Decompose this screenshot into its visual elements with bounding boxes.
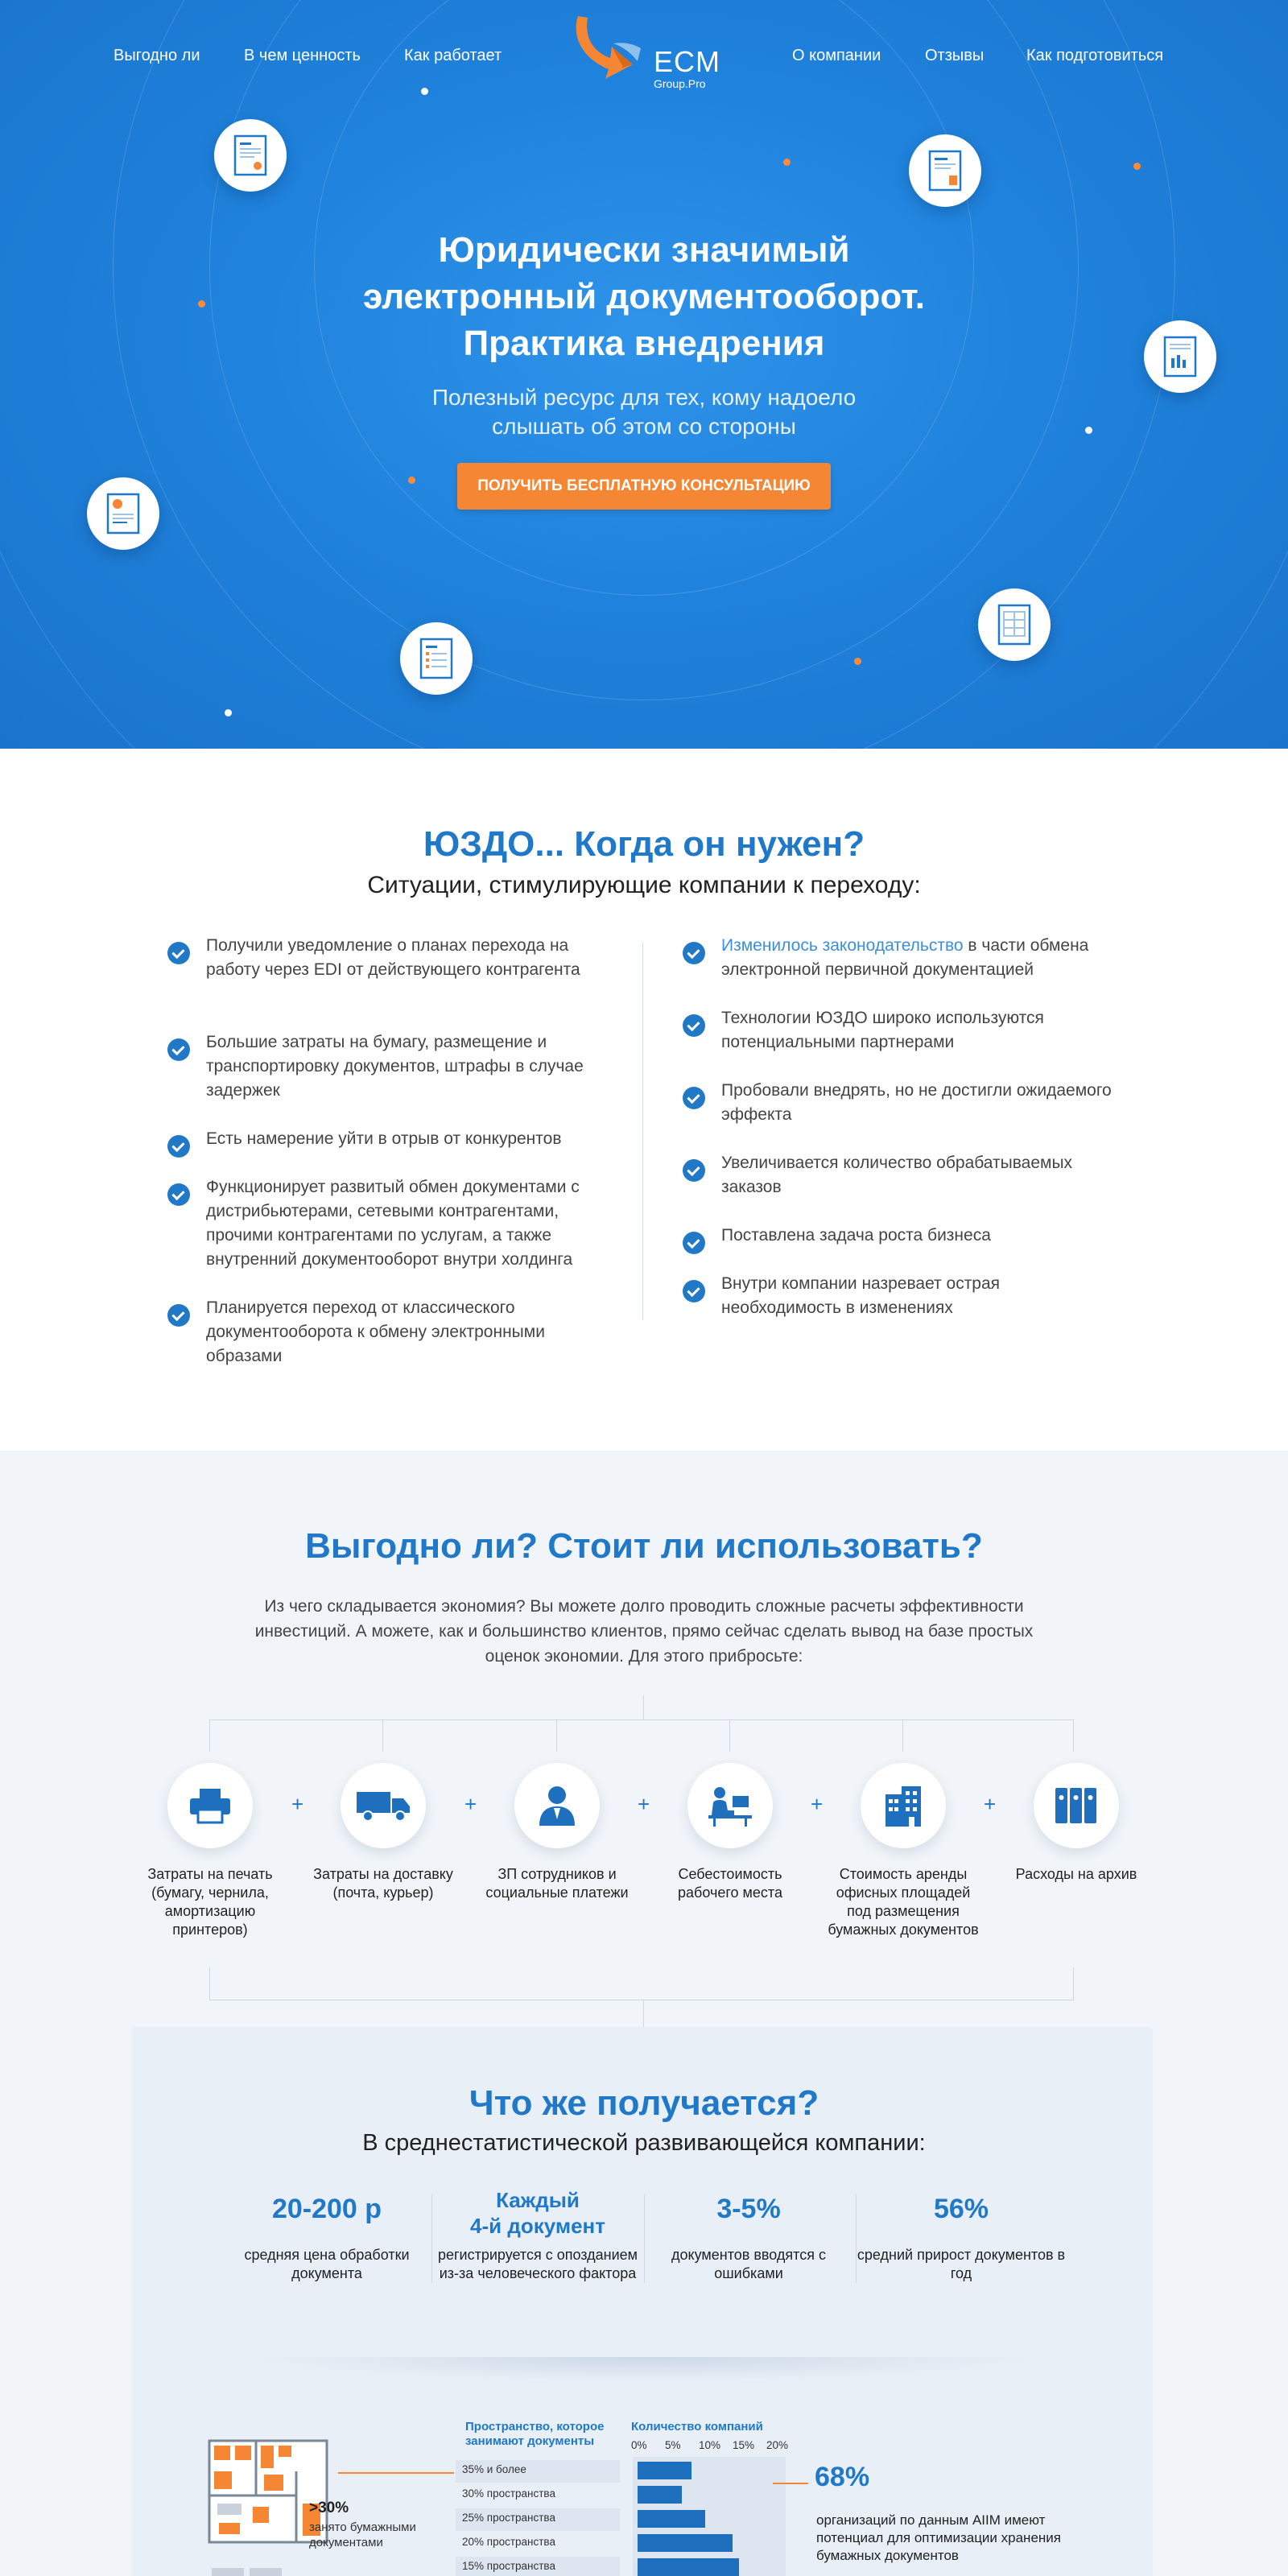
chart-header-companies: Количество компаний [631,2420,763,2434]
reason-text: Есть намерение уйти в отрыв от конкурентов [206,1129,562,1148]
table-document-icon [997,604,1032,646]
nav-link-reviews[interactable]: Отзывы [925,47,985,64]
when-needed-subtitle: Ситуации, стимулирующие компании к переходу: [367,872,921,898]
reason-text-rest: в части обмена электронной первичной документацией [721,936,1089,979]
document-bubble [87,477,159,550]
pie-chart-document-icon [105,493,141,535]
tree-connector [643,2000,644,2027]
document-bubble [214,119,287,192]
chart-header-space: Пространство, которое занимают документы [465,2420,605,2448]
tree-connector [1073,1967,1074,2000]
floorplan-legend-swatch [212,2568,244,2576]
check-icon [683,1232,705,1254]
reason-text: Технологии ЮЗДО широко используются потенциальными партнерами [721,1009,1044,1051]
stat-desc: средняя цена обработки документа [244,2247,410,2281]
hero-title-line: Практика внедрения [463,324,825,363]
tree-connector [902,1719,903,1752]
check-icon [167,1038,190,1061]
plus-sign: + [984,1792,997,1816]
stat-value-line: Каждый [496,2188,580,2212]
logo-subtext: Group.Pro [654,77,706,90]
hero-section [0,0,1288,749]
chart-row-label: 30% пространства [462,2487,555,2500]
plus-sign: + [811,1792,824,1816]
archive-binders-icon [1054,1786,1099,1825]
callout-line [338,2472,454,2474]
result-subtitle: В среднестатистической развивающейся компании: [362,2130,926,2156]
logo-arrow-icon [564,11,652,84]
nav-link-value[interactable]: В чем ценность [244,47,361,64]
cost-item-archive [1034,1763,1119,1848]
plus-sign: + [464,1792,477,1816]
callout-line [773,2483,808,2484]
section-shadow [242,2357,1046,2381]
hero-subtitle [322,383,966,441]
reason-text [721,934,1124,982]
orbit-ring [0,0,1288,749]
reason-text: Поставлена задача роста бизнеса [721,1226,991,1245]
tree-connector [209,1719,1074,1720]
tree-connector [209,1967,210,2000]
plus-sign: + [638,1792,650,1816]
tree-connector [209,1719,210,1752]
hero-subtitle-line: слышать об этом со стороны [492,414,796,439]
profit-title: Выгодно ли? Стоит ли использовать? [305,1526,983,1566]
stat-value: 3-5% [716,2194,781,2224]
tree-connector [382,1719,383,1752]
reason-text: Увеличивается количество обрабатываемых заказов [721,1154,1073,1196]
stat-divider [431,2194,432,2283]
when-needed-title: ЮЗДО... Когда он нужен? [423,824,865,864]
orbit-dot [198,300,205,308]
stat-value-line: 4-й документ [470,2214,605,2238]
chart-row-label: 15% пространства [462,2560,555,2572]
nav-link-profit[interactable]: Выгодно ли [114,47,200,64]
printer-icon [188,1787,232,1824]
cost-label: Стоимость аренды офисных площадей под размещения бумажных документов [828,1866,979,1938]
chart-row-label: 25% пространства [462,2512,555,2524]
reason-text: Функционирует развитый обмен документами с дистрибьютерами, сетевыми контрагентами, прочими контрагентами по услугам, а также внутренний документооборот внутри холдинга [206,1178,580,1269]
check-icon [167,1135,190,1158]
check-icon [167,1183,190,1206]
orbit-dot [1133,163,1141,170]
cost-label: Себестоимость рабочего места [678,1866,782,1901]
cost-label: Расходы на архив [1015,1866,1137,1882]
orbit-dot [408,477,415,484]
axis-tick-label: 10% [699,2439,721,2451]
check-icon [683,1014,705,1037]
tree-connector [729,1719,730,1752]
reason-text: Планируется переход от классического документооборота к обмену электронными образами [206,1298,545,1365]
list-document-icon [419,638,454,679]
certificate-document-icon [233,134,268,176]
stat-desc: документов вводятся с ошибками [671,2247,826,2281]
orbit-dot [1085,427,1092,434]
invoice-document-icon [927,150,963,192]
plus-sign: + [291,1792,304,1816]
axis-tick-label: 5% [665,2439,681,2451]
cost-item-delivery [341,1763,426,1848]
stat-desc: регистрируется с опозданием из-за человеческого фактора [437,2247,638,2281]
aiim-stat-value: 68% [815,2462,870,2492]
check-icon [683,942,705,964]
reason-text: Пробовали внедрять, но не достигли ожидаемого эффекта [721,1081,1112,1124]
tree-connector [556,1719,557,1752]
chart-bar [638,2534,733,2552]
check-icon [683,1087,705,1109]
column-divider [642,942,643,1320]
space-percent: >30% [309,2500,349,2516]
check-icon [167,942,190,964]
nav-link-prepare[interactable]: Как подготовиться [1026,47,1164,64]
stat-value: 20-200 р [271,2194,382,2224]
legislation-link[interactable]: Изменилось законодательство [721,936,964,955]
result-title: Что же получается? [469,2083,819,2123]
employee-icon [536,1784,578,1827]
office-building-icon [882,1783,924,1828]
chart-bar [638,2558,739,2576]
truck-icon [355,1789,411,1823]
orbit-dot [421,88,428,95]
tree-connector [643,1695,644,1719]
orbit-dot [783,159,791,166]
document-bubble [978,588,1051,661]
check-icon [683,1280,705,1302]
hero-title [242,227,1046,367]
hero-title-line: Юридически значимый [438,230,850,270]
document-bubble [400,622,473,695]
report-document-icon [1162,336,1198,378]
cost-label: Затраты на доставку (почта, курьер) [313,1866,453,1901]
stat-value: 56% [933,2194,989,2224]
document-bubble [909,134,981,207]
hero-title-line: электронный документооборот. [362,277,926,316]
hero-subtitle-line: Полезный ресурс для тех, кому надоело [431,385,857,410]
document-bubble [1144,320,1216,393]
cost-item-workplace [687,1763,773,1848]
chart-bar [638,2486,682,2504]
logo-text: ECM [654,45,720,78]
reason-text: Большие затраты на бумагу, размещение и транспортировку документов, штрафы в случае задержек [206,1033,584,1100]
chart-row-label: 35% и более [462,2463,526,2475]
check-icon [683,1159,705,1182]
cost-label: ЗП сотрудников и социальные платежи [485,1866,629,1901]
reason-text: Внутри компании назревает острая необходимость в изменениях [721,1274,1001,1317]
axis-tick-label: 15% [733,2439,755,2451]
chart-bar [638,2462,691,2479]
free-consultation-button[interactable]: ПОЛУЧИТЬ БЕСПЛАТНУЮ КОНСУЛЬТАЦИЮ [457,463,831,510]
company-logo[interactable] [564,11,724,92]
stat-desc: средний прирост документов в год [857,2247,1066,2281]
profit-intro: Из чего складывается экономия? Вы можете долго проводить сложные расчеты эффективности инвестиций. А можете, как и большинство клиентов, прямо сейчас сделать вывод на базе простых оценок экономии. Для этого прибросьте: [254,1597,1034,1666]
tree-connector [1073,1719,1074,1752]
space-percent-desc: занято бумажными документами [309,2520,416,2549]
nav-link-about[interactable]: О компании [792,47,881,64]
cost-item-salary [514,1763,600,1848]
check-icon [167,1304,190,1327]
chart-row-label: 20% пространства [462,2536,555,2548]
reason-text: Получили уведомление о планах перехода на работу через EDI от действующего контрагента [206,936,580,979]
axis-tick-label: 0% [631,2439,647,2451]
cost-item-print [167,1763,253,1848]
floorplan-legend-swatch [250,2568,282,2576]
chart-bar [638,2510,705,2528]
workplace-icon [707,1785,753,1827]
nav-link-how-it-works[interactable]: Как работает [404,47,502,64]
cost-item-rent [861,1763,946,1848]
stat-value [433,2187,642,2239]
orbit-dot [225,709,232,716]
axis-tick-label: 20% [766,2439,789,2451]
cost-label: Затраты на печать (бумагу, чернила, амортизацию принтеров) [147,1866,273,1938]
orbit-dot [854,658,861,665]
aiim-stat-desc: организаций по данным AIIM имеют потенциал для оптимизации хранения бумажных документов [816,2512,1061,2563]
